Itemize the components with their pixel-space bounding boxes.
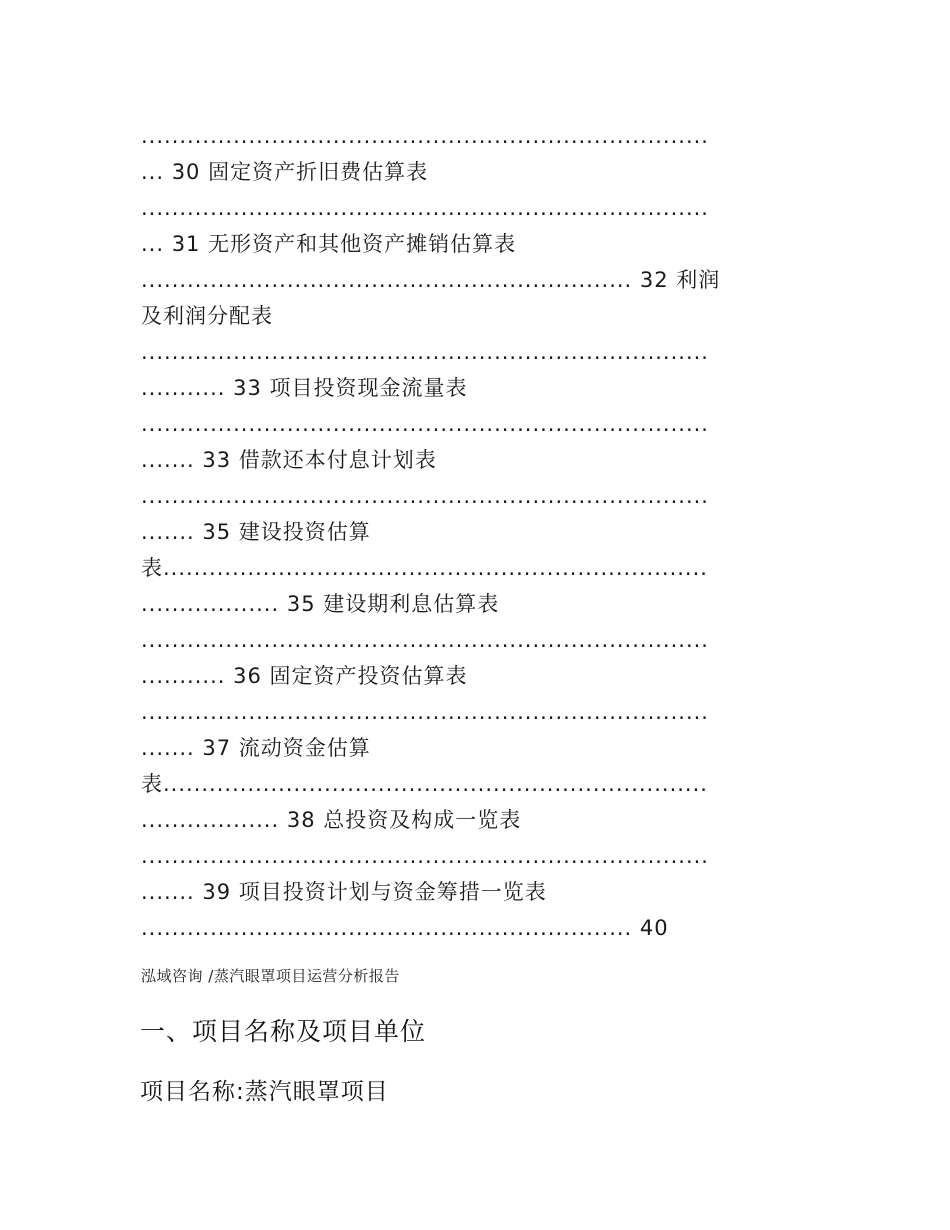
table-of-contents — [141, 118, 803, 946]
toc-line: ........... 33 项目投资现金流量表 — [141, 376, 468, 400]
toc-line: ................................................................ 32 利润 — [141, 268, 721, 292]
toc-line: 表....................................................................... — [141, 556, 708, 580]
toc-line: 及利润分配表 — [141, 304, 273, 328]
toc-line: .................. 38 总投资及构成一览表 — [141, 808, 522, 832]
section-heading: 一、项目名称及项目单位 — [140, 1017, 427, 1046]
toc-line: .......................................................................... — [141, 124, 709, 148]
toc-line: .......................................................................... — [141, 412, 709, 436]
toc-line: 表....................................................................... — [141, 772, 708, 796]
toc-line: .......................................................................... — [141, 484, 709, 508]
page-header: 泓域咨询 /蒸汽眼罩项目运营分析报告 — [141, 967, 400, 985]
toc-line: .......................................................................... — [141, 196, 709, 220]
toc-line: ....... 33 借款还本付息计划表 — [141, 448, 437, 472]
toc-line: .......................................................................... — [141, 628, 709, 652]
toc-line: ....... 39 项目投资计划与资金筹措一览表 — [141, 880, 547, 904]
toc-line: ....... 35 建设投资估算 — [141, 520, 371, 544]
toc-line: ........... 36 固定资产投资估算表 — [141, 664, 468, 688]
toc-line: ....... 37 流动资金估算 — [141, 736, 371, 760]
toc-line: .......................................................................... — [141, 340, 709, 364]
toc-line: ... 31 无形资产和其他资产摊销估算表 — [141, 232, 517, 256]
toc-line: ... 30 固定资产折旧费估算表 — [141, 160, 429, 184]
toc-line: ................................................................ 40 — [141, 916, 669, 940]
toc-line: .......................................................................... — [141, 700, 709, 724]
toc-line: .................. 35 建设期利息估算表 — [141, 592, 500, 616]
toc-line: .......................................................................... — [141, 844, 709, 868]
project-name-line: 项目名称:蒸汽眼罩项目 — [140, 1079, 389, 1105]
